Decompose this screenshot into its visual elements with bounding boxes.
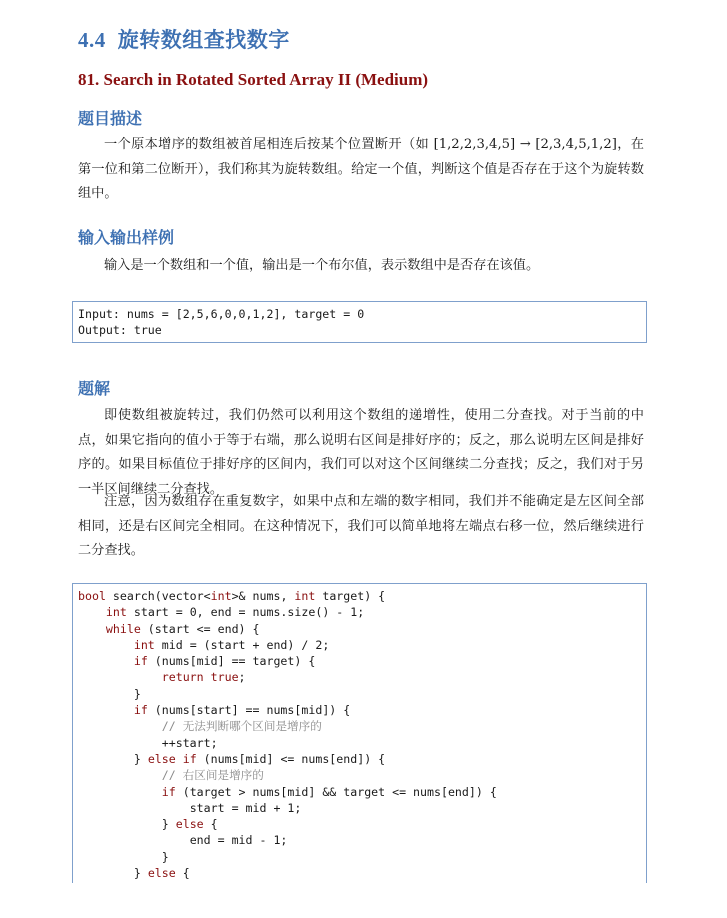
- code-keyword: else: [147, 866, 176, 881]
- code-text: ++start;: [161, 735, 218, 750]
- code-line: [78, 702, 640, 718]
- code-text: }: [161, 817, 176, 832]
- example-paragraph: 输入是一个数组和一个值，输出是一个布尔值，表示数组中是否存在该值。: [104, 258, 540, 273]
- code-line: [78, 588, 640, 604]
- section-heading-description: 题目描述: [78, 109, 143, 128]
- code-line: [78, 784, 640, 800]
- chapter-title: [78, 24, 290, 54]
- code-line: [78, 865, 640, 881]
- code-keyword: return true: [161, 670, 239, 685]
- code-line: [78, 767, 640, 783]
- code-comment: // 无法判断哪个区间是增序的: [161, 719, 322, 734]
- code-text: search(vector<: [105, 589, 211, 603]
- description-paragraph: 一个原本增序的数组被首尾相连后按某个位置断开（如 [1,2,2,3,4,5] → [2,3,4,5,1,2]，在第一位和第二位断开），我们称其为旋转数组。给定一个值，判断这个值是否存在于这个为旋转数组中。: [78, 137, 644, 201]
- code-line: [78, 800, 640, 816]
- code-line: [78, 604, 640, 620]
- code-keyword: int: [133, 637, 155, 652]
- solution-paragraph-1: 即使数组被旋转过，我们仍然可以利用这个数组的递增性，使用二分查找。对于当前的中点，如果它指向的值小于等于右端，那么说明右区间是排好序的；反之，那么说明左区间是排好序的。如果目标值位于排好序的区间内，我们可以对这个区间继续二分查找；反之，我们对于另一半区间继续二分查找。: [78, 408, 644, 497]
- code-line: [78, 718, 640, 734]
- code-line: [78, 653, 640, 669]
- code-text: start = 0, end = nums.size() - 1;: [126, 605, 365, 620]
- code-keyword: if: [133, 703, 148, 718]
- code-line: [78, 621, 640, 637]
- code-keyword: else: [175, 817, 204, 832]
- code-text: (nums[mid] == target) {: [147, 654, 316, 669]
- code-text: }: [161, 849, 169, 864]
- code-text: mid = (start + end) / 2;: [154, 637, 330, 652]
- solution-code-box: [72, 583, 647, 883]
- code-text: }: [133, 866, 148, 881]
- code-keyword: if: [133, 654, 148, 669]
- code-line: [78, 832, 640, 848]
- code-line: [78, 849, 640, 865]
- code-text: }: [133, 686, 141, 701]
- code-line: [78, 751, 640, 767]
- code-text: (target > nums[mid] && target <= nums[end]) {: [175, 784, 497, 799]
- section-heading-example: 输入输出样例: [78, 228, 175, 247]
- problem-title: 81. Search in Rotated Sorted Array II (Medium): [78, 70, 429, 89]
- code-keyword: if: [161, 784, 176, 799]
- code-text: end = mid - 1;: [189, 833, 288, 848]
- solution-paragraph-2: 注意，因为数组存在重复数字，如果中点和左端的数字相同，我们并不能确定是左区间全部相同，还是右区间完全相同。在这种情况下，我们可以简单地将左端点右移一位，然后继续进行二分查找。: [78, 494, 644, 558]
- code-keyword: int: [105, 605, 127, 620]
- chapter-number: 4.4: [78, 28, 106, 52]
- code-text: {: [203, 817, 218, 832]
- code-line: [78, 669, 640, 685]
- code-keyword: int: [210, 589, 232, 603]
- code-keyword: int: [294, 589, 316, 603]
- code-keyword: bool: [78, 589, 106, 603]
- code-keyword: while: [105, 621, 141, 636]
- code-text: (start <= end) {: [140, 621, 260, 636]
- code-comment: // 右区间是增序的: [161, 768, 264, 783]
- example-input-line: Input: nums = [2,5,6,0,0,1,2], target = 0: [78, 307, 365, 321]
- code-text: (nums[mid] <= nums[end]) {: [196, 751, 386, 766]
- code-text: start = mid + 1;: [189, 800, 302, 815]
- code-keyword: else if: [147, 751, 197, 766]
- code-line: [78, 735, 640, 751]
- section-heading-solution: 题解: [78, 379, 111, 398]
- chapter-title-text: 旋转数组查找数字: [117, 27, 290, 52]
- example-code-box: [72, 301, 647, 343]
- code-line: [78, 637, 640, 653]
- code-text: >& nums,: [231, 589, 295, 603]
- example-output-line: Output: true: [78, 323, 162, 338]
- code-text: target) {: [315, 589, 386, 603]
- code-text: {: [175, 866, 190, 881]
- code-line: [78, 816, 640, 832]
- code-text: }: [133, 751, 148, 766]
- code-text: ;: [238, 670, 246, 685]
- code-text: (nums[start] == nums[mid]) {: [147, 703, 351, 718]
- code-line: [78, 686, 640, 702]
